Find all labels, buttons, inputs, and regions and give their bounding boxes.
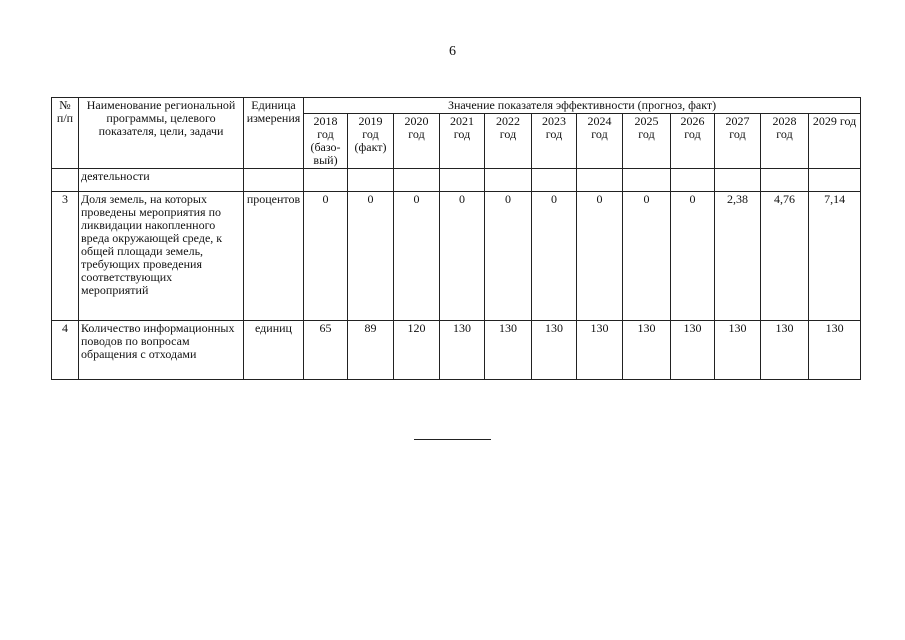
cell-empty (532, 169, 577, 192)
cell-empty (809, 169, 861, 192)
page-number: 6 (449, 44, 456, 59)
end-rule (414, 439, 491, 440)
cell-value: 0 (440, 192, 485, 321)
cell-value: 130 (671, 321, 715, 380)
cell-value: 130 (761, 321, 809, 380)
cell-value: 130 (485, 321, 532, 380)
cell-value: 2,38 (715, 192, 761, 321)
cell-empty (715, 169, 761, 192)
cell-value: 89 (348, 321, 394, 380)
header-year: 2020 год (394, 114, 440, 169)
cell-empty (52, 169, 79, 192)
cell-unit: процентов (244, 192, 304, 321)
cell-empty (671, 169, 715, 192)
cell-value: 130 (577, 321, 623, 380)
cell-value: 0 (577, 192, 623, 321)
cell-value: 0 (485, 192, 532, 321)
header-year: 2019 год (факт) (348, 114, 394, 169)
cell-value: 120 (394, 321, 440, 380)
indicators-table (51, 97, 861, 380)
header-year: 2026 год (671, 114, 715, 169)
cell-empty (623, 169, 671, 192)
cell-value: 4,76 (761, 192, 809, 321)
cell-empty (440, 169, 485, 192)
cell-empty (761, 169, 809, 192)
cell-value: 0 (623, 192, 671, 321)
cell-value: 130 (623, 321, 671, 380)
cell-empty (394, 169, 440, 192)
cell-value: 65 (304, 321, 348, 380)
header-unit: Единица измерения (244, 98, 304, 169)
table-row (52, 321, 861, 380)
header-year: 2024 год (577, 114, 623, 169)
header-year: 2021 год (440, 114, 485, 169)
header-year: 2022 год (485, 114, 532, 169)
cell-empty (348, 169, 394, 192)
cell-value: 0 (304, 192, 348, 321)
cell-value: 0 (671, 192, 715, 321)
header-year: 2027 год (715, 114, 761, 169)
cell-empty (485, 169, 532, 192)
header-name: Наименование региональной программы, целевого показателя, цели, задачи (79, 98, 244, 169)
table-row-continuation (52, 169, 861, 192)
cell-empty (304, 169, 348, 192)
cell-value: 130 (532, 321, 577, 380)
header-year: 2018 год (базо-вый) (304, 114, 348, 169)
table-row (52, 192, 861, 321)
cell-empty (244, 169, 304, 192)
cell-value: 7,14 (809, 192, 861, 321)
cell-value: 130 (809, 321, 861, 380)
cell-empty (577, 169, 623, 192)
header-year: 2029 год (809, 114, 861, 169)
cell-value: 0 (532, 192, 577, 321)
cell-value: 130 (715, 321, 761, 380)
cell-name: Количество информационных поводов по вопросам обращения с отходами (79, 321, 244, 380)
cell-unit: единиц (244, 321, 304, 380)
cell-value: 0 (394, 192, 440, 321)
cell-num: 4 (52, 321, 79, 380)
header-year: 2023 год (532, 114, 577, 169)
cell-value: 130 (440, 321, 485, 380)
header-values-group: Значение показателя эффективности (прогноз, факт) (304, 98, 861, 114)
cell-num: 3 (52, 192, 79, 321)
cell-value: 0 (348, 192, 394, 321)
header-row-top (52, 98, 861, 114)
cell-name: деятельности (79, 169, 244, 192)
header-year: 2025 год (623, 114, 671, 169)
cell-name: Доля земель, на которых проведены мероприятия по ликвидации накопленного вреда окружающей среде, к общей площади земель, требующих проведения соответствующих мероприятий (79, 192, 244, 321)
header-num: № п/п (52, 98, 79, 169)
header-year: 2028 год (761, 114, 809, 169)
